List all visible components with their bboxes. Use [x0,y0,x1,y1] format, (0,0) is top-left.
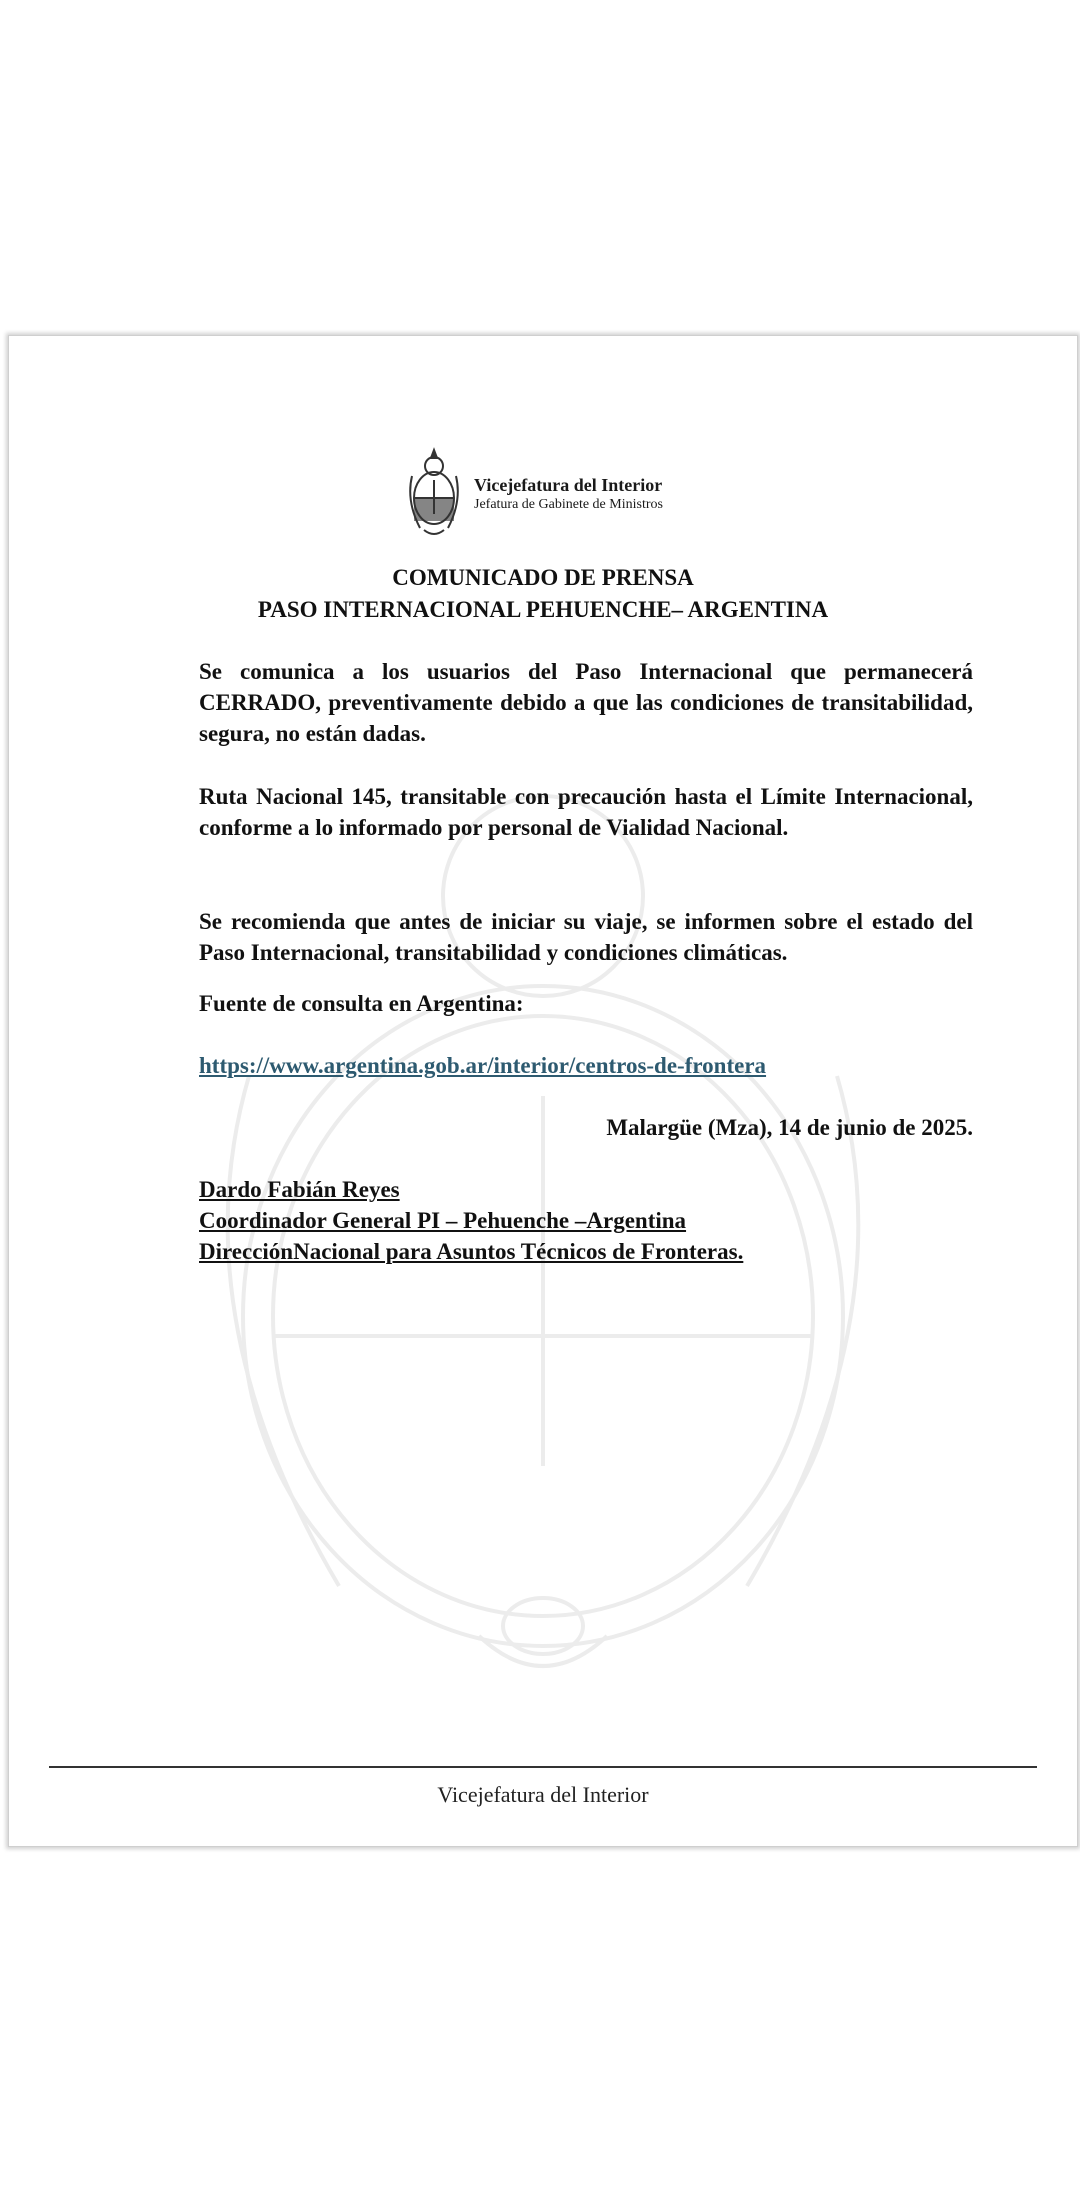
footer-text: Vicejefatura del Interior [437,1782,649,1807]
letterhead [404,446,663,542]
argentina-emblem-icon [404,446,464,542]
signer-name: Dardo Fabián Reyes [199,1177,400,1202]
organization-block [474,475,663,513]
signature-block [199,1174,743,1267]
title-line-1: COMUNICADO DE PRENSA [392,565,694,590]
signer-office: DirecciónNacional para Asuntos Técnicos de Fronteras. [199,1239,744,1264]
source-link[interactable]: https://www.argentina.gob.ar/interior/centros-de-frontera [199,1053,767,1078]
paragraph-recommendation: Se recomienda que antes de iniciar su viaje, se informen sobre el estado del Paso Internacional, transitabilidad y condiciones climáticas. [199,909,973,965]
title-line-2: PASO INTERNACIONAL PEHUENCHE– ARGENTINA [257,597,829,622]
source-label: Fuente de consulta en Argentina: [199,991,524,1016]
footer-divider [49,1766,1037,1768]
document-page [8,335,1078,1847]
signer-role: Coordinador General PI – Pehuenche –Argentina [199,1208,687,1233]
date-line: Malargüe (Mza), 14 de junio de 2025. [606,1115,973,1140]
org-parent: Jefatura de Gabinete de Ministros [474,497,663,512]
org-name: Vicejefatura del Interior [474,475,663,495]
paragraph-route: Ruta Nacional 145, transitable con precaución hasta el Límite Internacional, conforme a lo informado por personal de Vialidad Nacional. [199,784,973,840]
document-title [9,562,1077,626]
paragraph-closure: Se comunica a los usuarios del Paso Internacional que permanecerá CERRADO, preventivamente debido a que las condiciones de transitabilidad, segura, no están dadas. [199,659,973,746]
